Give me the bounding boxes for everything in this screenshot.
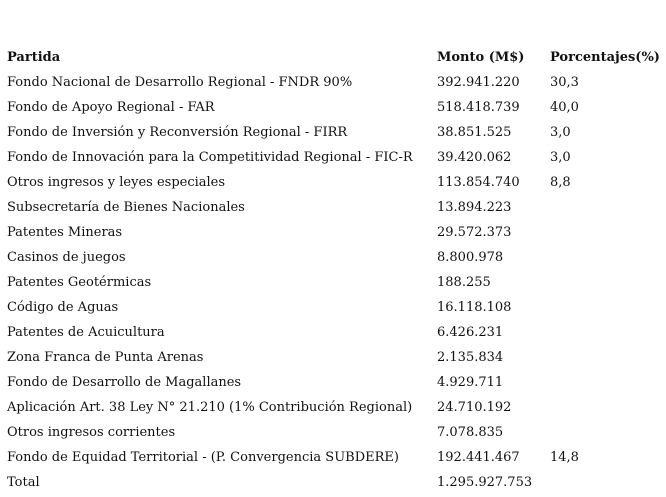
monto-cell: 39.420.062 [437, 150, 512, 165]
porcentaje-cell: 3,0 [550, 150, 571, 165]
monto-cell: 24.710.192 [437, 400, 512, 415]
table-row [7, 220, 662, 245]
porcentaje-cell [550, 295, 662, 320]
partida-cell: Fondo de Inversión y Reconversión Regional - FIRR [7, 125, 348, 140]
partida-cell: Fondo de Desarrollo de Magallanes [7, 375, 242, 390]
partida-cell: Otros ingresos corrientes [7, 425, 176, 440]
table-row [7, 445, 662, 470]
porcentaje-cell [550, 195, 662, 220]
column-header-porcentajes: Porcentajes(%) [550, 50, 660, 65]
porcentaje-cell [550, 245, 662, 270]
monto-cell: 392.941.220 [437, 75, 520, 90]
partida-cell: Fondo de Apoyo Regional - FAR [7, 100, 215, 115]
monto-cell: 188.255 [437, 275, 491, 290]
porcentaje-cell: 3,0 [550, 125, 571, 140]
partida-cell: Otros ingresos y leyes especiales [7, 175, 226, 190]
monto-cell: 1.295.927.753 [437, 475, 533, 490]
table-body [7, 70, 662, 495]
monto-cell: 8.800.978 [437, 250, 504, 265]
partida-cell: Fondo Nacional de Desarrollo Regional - FNDR 90% [7, 75, 353, 90]
table-row [7, 295, 662, 320]
partida-cell: Total [7, 475, 40, 490]
porcentaje-cell [550, 470, 662, 495]
table-header-row [7, 45, 662, 70]
porcentaje-cell [550, 320, 662, 345]
monto-cell: 113.854.740 [437, 175, 520, 190]
table-row [7, 270, 662, 295]
porcentaje-cell [550, 420, 662, 445]
column-header-partida: Partida [7, 50, 61, 65]
table-row [7, 370, 662, 395]
partida-cell: Patentes Mineras [7, 225, 123, 240]
table-row [7, 395, 662, 420]
table-row [7, 320, 662, 345]
monto-cell: 4.929.711 [437, 375, 504, 390]
table-row [7, 70, 662, 95]
porcentaje-cell [550, 395, 662, 420]
monto-cell: 518.418.739 [437, 100, 520, 115]
partida-cell: Fondo de Innovación para la Competitividad Regional - FIC-R [7, 150, 413, 165]
porcentaje-cell [550, 270, 662, 295]
monto-cell: 192.441.467 [437, 450, 520, 465]
partida-cell: Casinos de juegos [7, 250, 126, 265]
total-row [7, 470, 662, 495]
monto-cell: 16.118.108 [437, 300, 512, 315]
column-header-monto: Monto (M$) [437, 50, 525, 65]
porcentaje-cell [550, 220, 662, 245]
monto-cell: 38.851.525 [437, 125, 512, 140]
table-row [7, 95, 662, 120]
partida-cell: Código de Aguas [7, 300, 119, 315]
partida-cell: Patentes de Acuicultura [7, 325, 165, 340]
partida-cell: Zona Franca de Punta Arenas [7, 350, 204, 365]
monto-cell: 6.426.231 [437, 325, 504, 340]
table-row [7, 145, 662, 170]
monto-cell: 29.572.373 [437, 225, 512, 240]
monto-cell: 7.078.835 [437, 425, 504, 440]
porcentaje-cell [550, 345, 662, 370]
partida-cell: Subsecretaría de Bienes Nacionales [7, 200, 245, 215]
porcentaje-cell: 8,8 [550, 175, 571, 190]
table-row [7, 420, 662, 445]
table-row [7, 245, 662, 270]
table-row [7, 120, 662, 145]
porcentaje-cell [550, 370, 662, 395]
porcentaje-cell: 14,8 [550, 450, 579, 465]
table-row [7, 345, 662, 370]
partida-cell: Patentes Geotérmicas [7, 275, 152, 290]
monto-cell: 2.135.834 [437, 350, 504, 365]
monto-cell: 13.894.223 [437, 200, 512, 215]
partida-cell: Aplicación Art. 38 Ley N° 21.210 (1% Contribución Regional) [7, 400, 413, 415]
table-row [7, 195, 662, 220]
partida-cell: Fondo de Equidad Territorial - (P. Convergencia SUBDERE) [7, 450, 399, 465]
porcentaje-cell: 40,0 [550, 100, 579, 115]
porcentaje-cell: 30,3 [550, 75, 579, 90]
table-row [7, 170, 662, 195]
budget-table [7, 45, 662, 495]
